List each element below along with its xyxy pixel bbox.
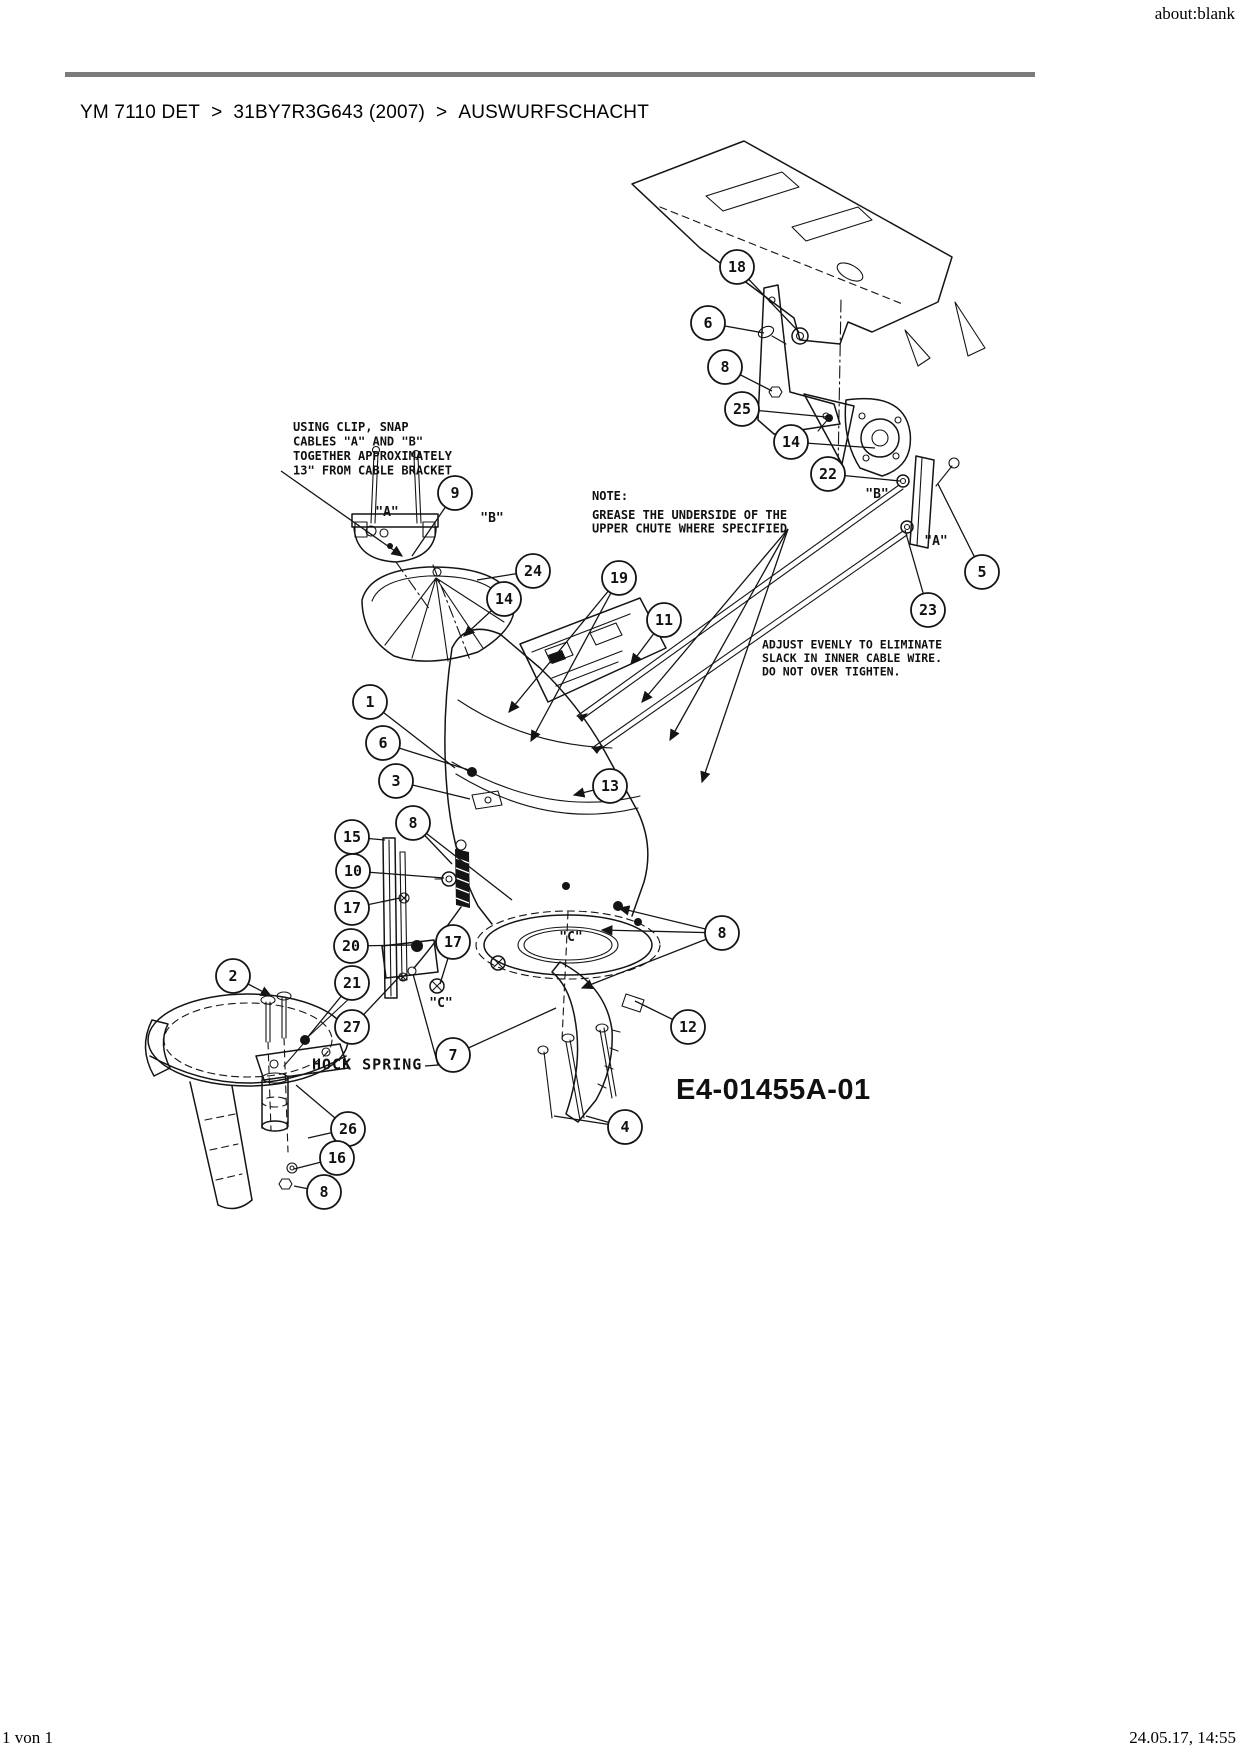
callout-number: 8 — [408, 814, 418, 832]
callout-14 — [464, 582, 521, 636]
note-grease: GREASE THE UNDERSIDE OF THE — [592, 507, 788, 522]
note-using-clip: USING CLIP, SNAP — [293, 419, 409, 434]
callout-number: 1 — [365, 693, 375, 711]
callout-14 — [774, 425, 875, 459]
cable-label: "B" — [865, 487, 889, 502]
callout-number: 22 — [818, 465, 838, 483]
chassis-panel — [632, 141, 985, 470]
callout-13 — [574, 769, 627, 803]
callout-number: 4 — [620, 1118, 630, 1136]
callout-number: 17 — [443, 933, 463, 951]
callout-number: 24 — [523, 562, 543, 580]
cable-label: "A" — [924, 534, 948, 549]
diagram-part-number: E4-01455A-01 — [676, 1074, 871, 1106]
cable-label: "B" — [480, 511, 504, 526]
callout-number: 23 — [918, 601, 938, 619]
callout-number: 12 — [678, 1018, 698, 1036]
callout-number: 25 — [732, 400, 752, 418]
callout-number: 17 — [342, 899, 362, 917]
callout-1 — [353, 685, 455, 768]
note-adjust: SLACK IN INNER CABLE WIRE. — [762, 650, 943, 665]
callout-leader-line — [509, 578, 619, 712]
callout-number: 18 — [727, 258, 747, 276]
callout-15 — [335, 820, 385, 854]
breadcrumb-serial: 31BY7R3G643 (2007) — [233, 102, 426, 123]
callout-number: 10 — [343, 862, 363, 880]
callout-7 — [436, 1008, 556, 1072]
callout-number: 2 — [228, 967, 238, 985]
callout-leader-line — [531, 578, 619, 741]
cable-label: "C" — [429, 996, 453, 1011]
callout-number: 15 — [342, 828, 362, 846]
callout-number: 11 — [654, 611, 674, 629]
callout-number: 13 — [600, 777, 620, 795]
instruction-decal — [520, 598, 666, 702]
callout-number: 16 — [327, 1149, 347, 1167]
breadcrumb-model: YM 7110 DET — [80, 102, 201, 123]
breadcrumb-separator: > — [436, 102, 448, 123]
cable-label: "C" — [559, 930, 583, 945]
callout-leader-line — [602, 930, 722, 933]
callout-8 — [708, 350, 772, 391]
breadcrumb-separator: > — [211, 102, 223, 123]
top-hardware — [757, 324, 833, 431]
callout-3 — [379, 764, 470, 799]
chute-deflector — [362, 565, 514, 661]
breadcrumb-section: AUSWURFSCHACHT — [458, 102, 650, 123]
callout-number: 9 — [450, 484, 460, 502]
note-grease: UPPER CHUTE WHERE SPECIFIED — [592, 521, 788, 536]
callout-number: 27 — [342, 1018, 362, 1036]
callout-number: 7 — [448, 1046, 458, 1064]
note-hock-spring: HOCK SPRING — [312, 1055, 423, 1074]
callout-number: 19 — [609, 569, 629, 587]
callout-8 — [294, 1175, 341, 1209]
page-count: 1 von 1 — [2, 1728, 53, 1747]
callout-number: 3 — [391, 772, 401, 790]
callout-number: 20 — [341, 937, 361, 955]
callout-number: 8 — [717, 924, 727, 942]
callout-number: 26 — [338, 1120, 358, 1138]
callout-number: 14 — [494, 590, 514, 608]
callout-17 — [436, 925, 470, 984]
print-timestamp: 24.05.17, 14:55 — [1129, 1728, 1236, 1747]
callout-number: 5 — [977, 563, 987, 581]
callout-18 — [720, 250, 799, 332]
callout-number: 8 — [720, 358, 730, 376]
callout-24 — [477, 554, 550, 588]
note-using-clip: CABLES "A" AND "B" — [293, 434, 424, 449]
callout-26 — [296, 1085, 365, 1146]
callout-number: 6 — [703, 314, 713, 332]
note-adjust: ADJUST EVENLY TO ELIMINATE — [762, 637, 943, 652]
callout-12 — [635, 1001, 705, 1044]
print-header-url: about:blank — [1154, 4, 1235, 23]
callout-6 — [691, 306, 764, 340]
callout-number: 8 — [319, 1183, 329, 1201]
note-using-clip: TOGETHER APPROXIMATELY — [293, 448, 452, 463]
callout-2 — [216, 959, 271, 996]
gear-bracket — [538, 962, 644, 1122]
callout-number: 21 — [342, 974, 362, 992]
callout-16 — [294, 1141, 354, 1175]
cable-label: "A" — [375, 505, 399, 520]
note-using-clip: 13" FROM CABLE BRACKET — [293, 463, 452, 478]
callout-number: 14 — [781, 433, 801, 451]
note-adjust: DO NOT OVER TIGHTEN. — [762, 664, 901, 679]
note-title: NOTE: — [592, 488, 629, 503]
callout-11 — [631, 603, 681, 664]
callout-number: 6 — [378, 734, 388, 752]
callout-8 — [396, 806, 512, 900]
